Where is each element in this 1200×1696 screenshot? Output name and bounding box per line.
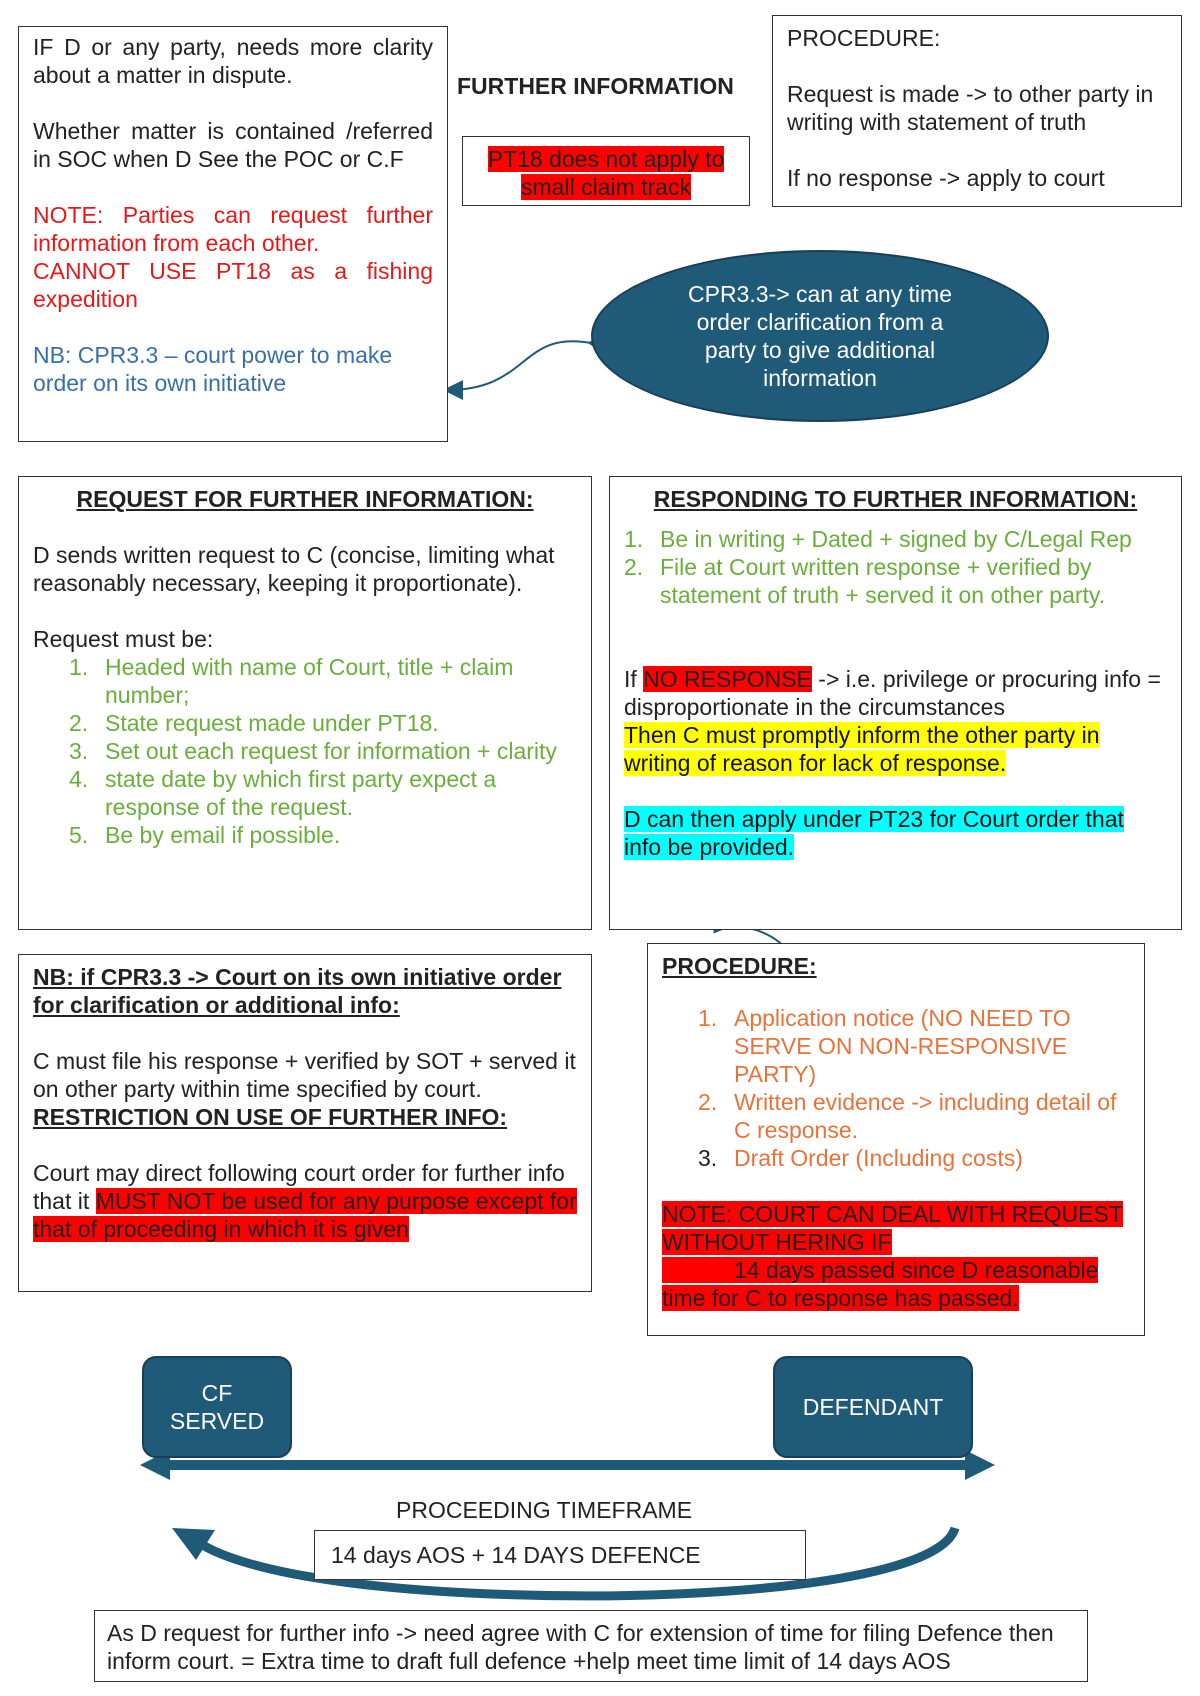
list-item: 5. Be by email if possible. — [69, 822, 341, 848]
fishing-expedition-note: CANNOT USE PT18 as a fishing expedition — [33, 258, 433, 312]
request-must-be: Request must be: — [33, 626, 214, 652]
cf-served-box — [142, 1356, 292, 1458]
restriction-text: Court may direct following court order for further info that it MUST NOT be used for any purpose except for that of proceeding in which it is given — [33, 1160, 577, 1242]
procedure-heading: PROCEDURE: — [787, 25, 941, 51]
extension-note: As D request for further info -> need agree with C for extension of time for filing Defence then inform court. = Extra time to draft full defence +help meet time limit of 14 days AOS — [107, 1620, 1054, 1674]
pt18-small-claims-box — [462, 136, 750, 206]
list-item: 1. Be in writing + Dated + signed by C/Legal Rep — [624, 526, 1132, 552]
procedure-request-line: Request is made -> to other party in writing with statement of truth — [787, 81, 1154, 135]
request-further-info-box — [18, 476, 592, 930]
list-item: 2. Written evidence -> including detail of C response. — [698, 1089, 1117, 1143]
soc-reference: Whether matter is contained /referred in SOC when D See the POC or C.F — [33, 118, 433, 172]
dispute-clarity-box — [18, 26, 448, 442]
list-item: 4. state date by which first party expect a response of the request. — [69, 766, 497, 820]
responding-requirements-list — [624, 525, 1167, 609]
list-item: 3. Set out each request for information + clarity — [69, 738, 557, 764]
court-initiative-heading: NB: if CPR3.3 -> Court on its own initiative order for clarification or additional info: — [33, 964, 562, 1018]
no-response-highlight: NO RESPONSE — [643, 666, 812, 692]
defendant-box — [773, 1356, 973, 1458]
procedure-no-response-line: If no response -> apply to court — [787, 165, 1105, 191]
extension-note-box — [94, 1610, 1088, 1682]
restriction-highlight: MUST NOT be used for any purpose except for that of proceeding in which it is given — [33, 1188, 577, 1242]
responding-heading: RESPONDING TO FURTHER INFORMATION: — [653, 486, 1138, 512]
court-initiative-box — [18, 954, 592, 1292]
cpr-nb-note: NB: CPR3.3 – court power to make order on its own initiative — [33, 342, 393, 396]
timeframe-days-box — [314, 1530, 806, 1580]
request-intro: D sends written request to C (concise, limiting what reasonably necessary, keeping it proportionate). — [33, 542, 555, 596]
clarity-intro: IF D or any party, needs more clarity about a matter in dispute. — [33, 34, 433, 88]
ellipse-to-nb-arrow — [447, 341, 591, 390]
responding-further-info-box — [609, 476, 1182, 930]
request-heading: REQUEST FOR FURTHER INFORMATION: — [76, 486, 534, 512]
application-steps-list — [662, 1004, 1130, 1172]
list-item: 1. Headed with name of Court, title + claim number; — [69, 654, 514, 708]
list-item: 2. File at Court written response + verified by statement of truth + served it on other party. — [624, 554, 1106, 608]
procedure-top-box — [772, 15, 1182, 207]
request-requirements-list — [33, 653, 577, 849]
request-note: NOTE: Parties can request further information from each other. — [33, 202, 433, 256]
timeframe-label: PROCEEDING TIMEFRAME — [396, 1497, 693, 1523]
timeframe-days: 14 days AOS + 14 DAYS DEFENCE — [331, 1542, 701, 1568]
inform-other-party: Then C must promptly inform the other party in writing of reason for lack of response. — [624, 722, 1100, 776]
no-response-paragraph: If NO RESPONSE -> i.e. privilege or procuring info = disproportionate in the circumstances — [624, 666, 1161, 720]
restriction-heading: RESTRICTION ON USE OF FURTHER INFO: — [33, 1104, 508, 1130]
procedure-application-box — [647, 943, 1145, 1336]
apply-pt23: D can then apply under PT23 for Court order that info be provided. — [624, 806, 1124, 860]
list-item: 1. Application notice (NO NEED TO SERVE ON NON-RESPONSIVE PARTY) — [698, 1005, 1071, 1087]
court-deal-note: NOTE: COURT CAN DEAL WITH REQUEST WITHOUT HERING IF 14 days passed since D reasonable time for C to response has passed. — [662, 1201, 1123, 1311]
pt18-note: PT18 does not apply to small claim track — [487, 146, 725, 200]
cpr-ellipse — [591, 250, 1049, 422]
list-item: 2. State request made under PT18. — [69, 710, 439, 736]
court-initiative-body: C must file his response + verified by SOT + served it on other party within time specified by court. — [33, 1048, 576, 1102]
page-title: FURTHER INFORMATION — [457, 73, 734, 99]
cf-served-label: CF SERVED — [169, 1380, 265, 1434]
cpr-ellipse-text: CPR3.3-> can at any time order clarification from a party to give additional information — [688, 281, 952, 391]
application-procedure-heading: PROCEDURE: — [662, 953, 817, 979]
defendant-label: DEFENDANT — [802, 1394, 944, 1420]
list-item: 3. Draft Order (Including costs) — [698, 1145, 1023, 1171]
